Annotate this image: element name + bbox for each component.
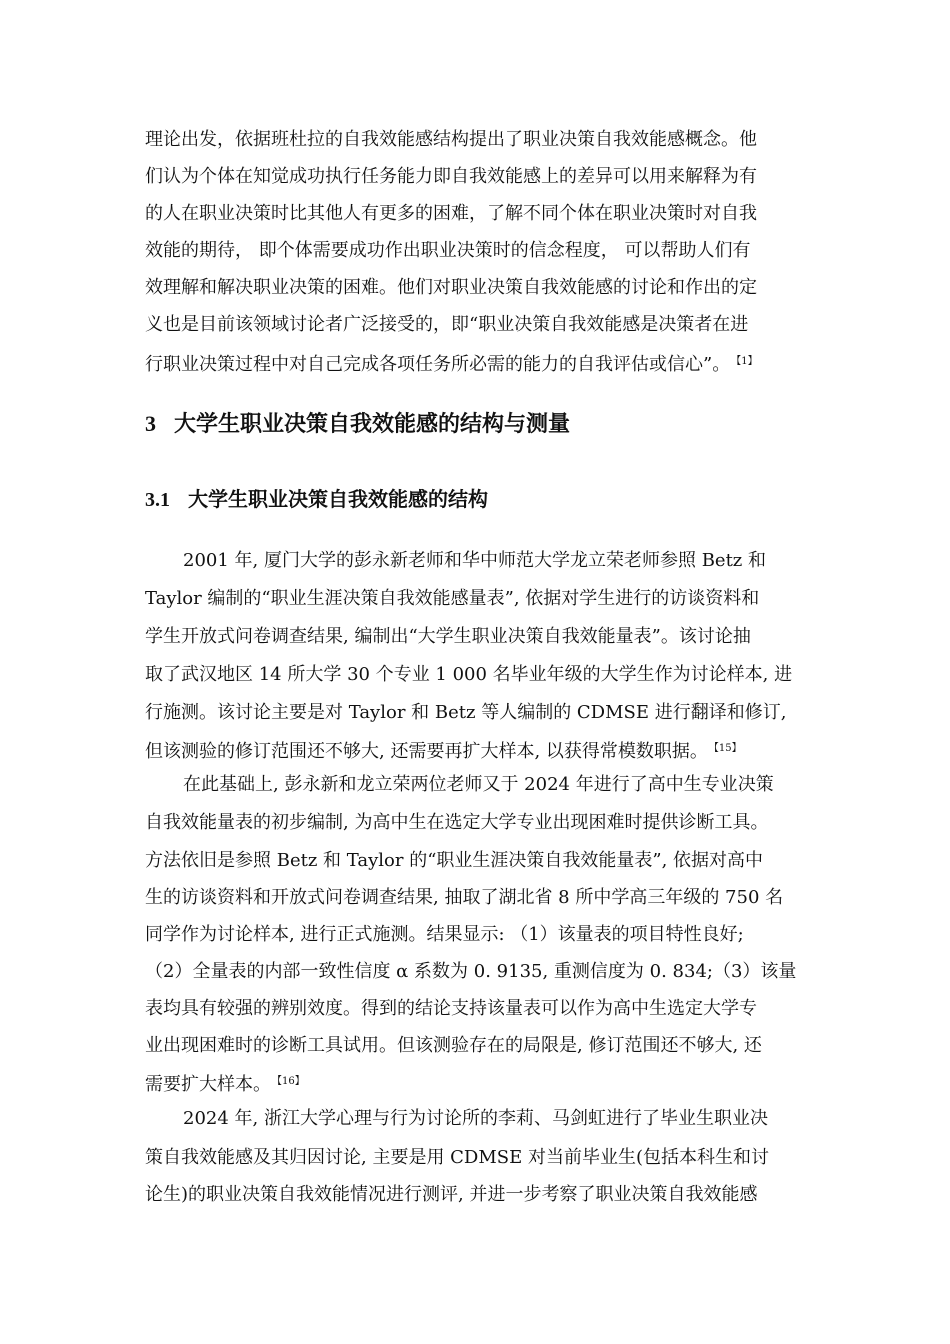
section-heading	[145, 410, 570, 439]
text-line: 但该测验的修订范围还不够大, 还需要再扩大样本, 以获得常模数职据。	[145, 741, 708, 762]
text-line: 需要扩大样本。	[145, 1074, 271, 1095]
text-line: 业出现困难时的诊断工具试用。但该测验存在的局限是, 修订范围还不够大, 还	[145, 1035, 762, 1056]
text-line: 2001 年, 厦门大学的彭永新老师和华中师范大学龙立荣老师参照 Betz 和	[183, 550, 767, 571]
text-line: 们认为个体在知觉成功执行任务能力即自我效能感上的差异可以用来解释为有	[145, 166, 757, 187]
subsection-title: 大学生职业决策自我效能感的结构	[188, 487, 488, 511]
text-line: 义也是目前该领域讨论者广泛接受的，即“职业决策自我效能感是决策者在进	[145, 314, 749, 335]
text-line: 论生)的职业决策自我效能情况进行测评, 并进一步考察了职业决策自我效能感	[145, 1184, 758, 1205]
text-line: 效理解和解决职业决策的困难。他们对职业决策自我效能感的讨论和作出的定	[145, 277, 757, 298]
text-line: 行职业决策过程中对自己完成各项任务所必需的能力的自我评估或信心”。	[145, 354, 731, 375]
text-line: 生的访谈资料和开放式问卷调查结果, 抽取了湖北省 8 所中学高三年级的 750 名	[145, 887, 784, 908]
text-line: 自我效能量表的初步编制, 为高中生在选定大学专业出现困难时提供诊断工具。	[145, 812, 769, 833]
text-line: 表均具有较强的辨别效度。得到的结论支持该量表可以作为高中生选定大学专	[145, 998, 757, 1019]
citation-marker: 【1】	[736, 356, 758, 367]
section-title: 大学生职业决策自我效能感的结构与测量	[174, 412, 571, 437]
text-line: 取了武汉地区 14 所大学 30 个专业 1 000 名毕业年级的大学生作为讨论样本, 进	[145, 664, 793, 685]
text-line: 理论出发，依据班杜拉的自我效能感结构提出了职业决策自我效能感概念。他	[145, 129, 757, 150]
text-line: 行施测。该讨论主要是对 Taylor 和 Betz 等人编制的 CDMSE 进行翻译和修订,	[145, 702, 787, 723]
citation-marker: 【16】	[277, 1076, 305, 1087]
text-line: 方法依旧是参照 Betz 和 Taylor 的“职业生涯决策自我效能量表”, 依据对高中	[145, 850, 764, 871]
text-line: Taylor 编制的“职业生涯决策自我效能感量表”, 依据对学生进行的访谈资料和	[145, 588, 760, 609]
section-number: 3	[145, 411, 156, 436]
text-line: 同学作为讨论样本, 进行正式施测。结果显示: （1）该量表的项目特性良好;	[145, 924, 744, 945]
text-line-with-citation	[145, 737, 815, 764]
text-line: 效能的期待， 即个体需要成功作出职业决策时的信念程度， 可以帮助人们有	[145, 240, 751, 261]
text-line: 在此基础上, 彭永新和龙立荣两位老师又于 2024 年进行了高中生专业决策	[183, 774, 774, 795]
text-line: 策自我效能感及其归因讨论, 主要是用 CDMSE 对当前毕业生(包括本科生和讨	[145, 1147, 770, 1168]
text-line: （2）全量表的内部一致性信度 α 系数为 0. 9135, 重测信度为 0. 834;（3）该量	[145, 961, 797, 982]
subsection-heading	[145, 486, 488, 513]
text-line: 的人在职业决策时比其他人有更多的困难，了解不同个体在职业决策时对自我	[145, 203, 757, 224]
citation-marker: 【15】	[713, 743, 742, 754]
text-line-with-citation	[145, 350, 815, 377]
text-line: 2024 年, 浙江大学心理与行为讨论所的李莉、马剑虹进行了毕业生职业决	[183, 1108, 768, 1129]
subsection-number: 3.1	[145, 489, 170, 511]
text-line-with-citation	[145, 1070, 815, 1097]
text-line: 学生开放式问卷调查结果, 编制出“大学生职业决策自我效能量表”。该讨论抽	[145, 626, 751, 647]
